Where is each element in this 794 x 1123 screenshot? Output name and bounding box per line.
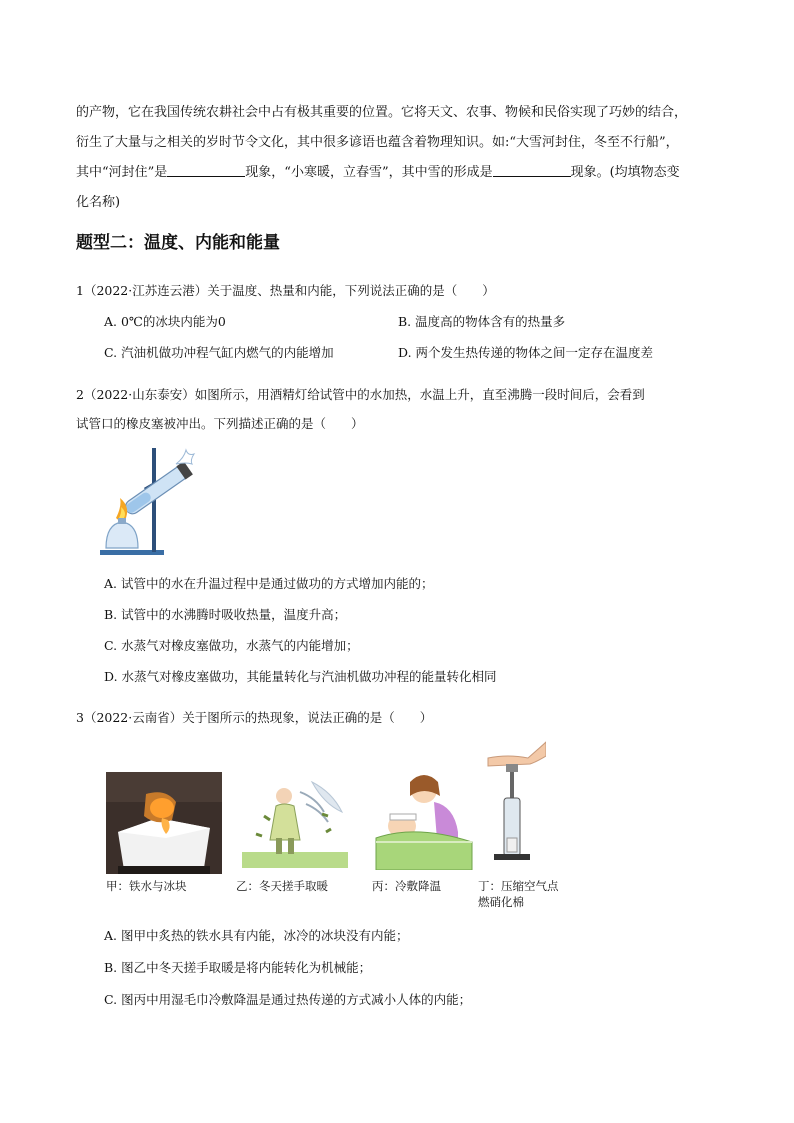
- intro-line-3: 其中“河封住”是 现象，“小寒暖，立春雪”，其中雪的形成是 现象。(均填物态变: [76, 165, 680, 180]
- rubbing-hands-figure: [242, 776, 348, 868]
- blank-2[interactable]: [493, 164, 571, 177]
- test-tube: [122, 461, 193, 517]
- blank-1[interactable]: [167, 164, 245, 177]
- q1-option-a[interactable]: A. 0℃的冰块内能为0: [104, 314, 226, 329]
- q2-option-d[interactable]: D. 水蒸气对橡皮塞做功，其能量转化与汽油机做功冲程的能量转化相同: [104, 669, 497, 684]
- intro-line-4: 化名称): [76, 195, 121, 210]
- air-compression-igniter-figure: [484, 740, 546, 870]
- intro-line-2: 衍生了大量与之相关的岁时节令文化，其中很多谚语也蕴含着物理知识。如:“大雪河封住，冬至不行船”，: [76, 135, 679, 150]
- q1-option-c[interactable]: C. 汽油机做功冲程气缸内燃气的内能增加: [104, 345, 334, 360]
- steam-puff: [176, 450, 194, 464]
- q1-option-b[interactable]: B. 温度高的物体含有的热量多: [398, 314, 566, 329]
- q1-option-d[interactable]: D. 两个发生热传递的物体之间一定存在温度差: [398, 345, 654, 360]
- base: [494, 854, 530, 860]
- blanket: [376, 832, 472, 870]
- alcohol-lamp: [106, 522, 138, 548]
- q3-stem: 3（2022·云南省）关于图所示的热现象，说法正确的是（ ）: [76, 710, 433, 725]
- caption-bing: 丙：冷敷降温: [372, 879, 441, 893]
- caption-yi: 乙：冬天搓手取暖: [236, 879, 328, 893]
- section-title: 题型二：温度、内能和能量: [76, 233, 280, 253]
- hand: [488, 742, 546, 766]
- q2-stem-line-1: 2（2022·山东泰安）如图所示，用酒精灯给试管中的水加热，水温上升，直至沸腾一段时间后，会看到: [76, 387, 645, 402]
- q2-option-c[interactable]: C. 水蒸气对橡皮塞做功，水蒸气的内能增加；: [104, 638, 359, 653]
- test-tube-heating-figure: [98, 444, 208, 559]
- intro-line-1: 的产物，它在我国传统农耕社会中占有极其重要的位置。它将天文、农事、物候和民俗实现了巧妙的结合，: [76, 105, 688, 120]
- iron-and-ice-photo: [106, 772, 222, 874]
- caption-jia: 甲：铁水与冰块: [106, 879, 187, 893]
- q3-option-b[interactable]: B. 图乙中冬天搓手取暖是将内能转化为机械能；: [104, 960, 372, 975]
- old-man-head: [276, 788, 292, 804]
- cold-compress-figure: [372, 772, 476, 870]
- q1-stem: 1（2022·江苏连云港）关于温度、热量和内能，下列说法正确的是（ ）: [76, 283, 495, 298]
- intro-paragraph: [76, 98, 736, 218]
- q2-stem-line-2: 试管口的橡皮塞被冲出。下列描述正确的是（ ）: [76, 416, 364, 431]
- q2-option-a[interactable]: A. 试管中的水在升温过程中是通过做功的方式增加内能的；: [104, 576, 434, 591]
- q3-option-a[interactable]: A. 图甲中炙热的铁水具有内能，冰冷的冰块没有内能；: [104, 928, 409, 943]
- q2-option-b[interactable]: B. 试管中的水沸腾时吸收热量，温度升高；: [104, 607, 347, 622]
- caption-ding: 丁：压缩空气点 燃硝化棉: [478, 879, 559, 909]
- q3-option-c[interactable]: C. 图丙中用湿毛巾冷敷降温是通过热传递的方式减小人体的内能；: [104, 992, 472, 1007]
